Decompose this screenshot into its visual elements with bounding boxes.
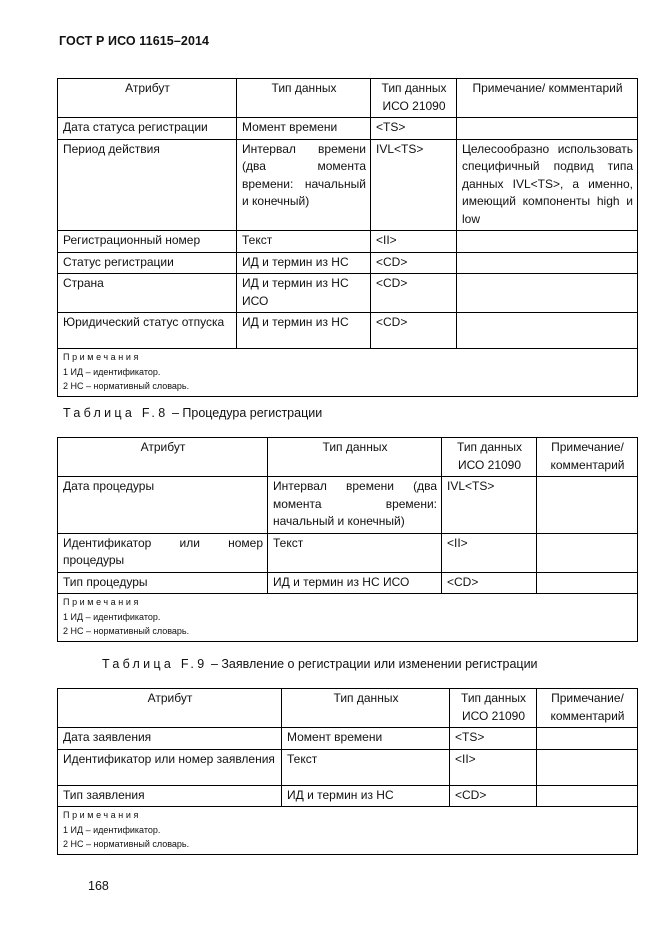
table-row: [58, 139, 638, 231]
cell-attribute: Дата процедуры: [58, 477, 268, 534]
table-row: [58, 749, 638, 785]
cell-comment: [537, 477, 638, 534]
table-row: [58, 728, 638, 750]
cell-data-type: Момент времени: [282, 728, 450, 750]
cell-data-type: Текст: [237, 231, 371, 253]
page-number: 168: [88, 879, 109, 893]
header-comment: Примечание/ комментарий: [457, 79, 638, 118]
cell-comment: [457, 118, 638, 140]
cell-attribute: Идентификатор или номер процедуры: [58, 533, 268, 572]
header-attribute: Атрибут: [58, 438, 268, 477]
cell-comment: [457, 231, 638, 253]
cell-attribute: Дата заявления: [58, 728, 282, 750]
table-row: [58, 313, 638, 349]
cell-attribute: Статус регистрации: [58, 252, 237, 274]
header-comment: Примечание/ комментарий: [537, 689, 638, 728]
cell-iso-type: <CD>: [371, 313, 457, 349]
cell-iso-type: <TS>: [450, 728, 537, 750]
table-header-row: [58, 438, 638, 477]
header-iso-type: Тип данных ИСО 21090: [371, 79, 457, 118]
notes-row: [58, 807, 638, 855]
cell-attribute: Страна: [58, 274, 237, 313]
table-f8-title: – Процедура регистрации: [171, 406, 323, 420]
cell-attribute: Тип процедуры: [58, 572, 268, 594]
cell-comment: [537, 749, 638, 785]
notes-title: Примечания: [63, 352, 141, 362]
table-f8-caption: [63, 406, 322, 420]
table-f9-caption: [102, 657, 538, 671]
cell-comment: [457, 313, 638, 349]
note-item: 2 НС – нормативный словарь.: [63, 839, 190, 849]
table-notes: [58, 349, 638, 397]
table-f8-label: Таблица F.8: [63, 406, 169, 420]
header-iso-type: Тип данных ИСО 21090: [450, 689, 537, 728]
cell-iso-type: <CD>: [371, 274, 457, 313]
cell-attribute: Идентификатор или номер заявления: [58, 749, 282, 785]
table-notes: [58, 807, 638, 855]
cell-iso-type: <CD>: [371, 252, 457, 274]
header-iso-type: Тип данных ИСО 21090: [442, 438, 537, 477]
cell-data-type: ИД и термин из НС ИСО: [237, 274, 371, 313]
cell-data-type: ИД и термин из НС: [237, 313, 371, 349]
cell-data-type: Интервал времени (два момента времени: начальный и конечный): [237, 139, 371, 231]
table-notes: [58, 594, 638, 642]
notes-row: [58, 349, 638, 397]
table-header-row: [58, 689, 638, 728]
table-row: [58, 477, 638, 534]
notes-row: [58, 594, 638, 642]
cell-comment: [537, 728, 638, 750]
notes-title: Примечания: [63, 810, 141, 820]
note-item: 1 ИД – идентификатор.: [63, 366, 161, 377]
cell-iso-type: <II>: [442, 533, 537, 572]
notes-title: Примечания: [63, 597, 141, 607]
cell-comment: [457, 274, 638, 313]
cell-attribute: Юридический статус отпуска: [58, 313, 237, 349]
cell-attribute: Дата статуса регистрации: [58, 118, 237, 140]
note-item: 2 НС – нормативный словарь.: [63, 626, 190, 636]
cell-data-type: ИД и термин из НС: [282, 785, 450, 807]
table-f9-label: Таблица F.9: [102, 657, 208, 671]
cell-comment: [537, 572, 638, 594]
cell-attribute: Тип заявления: [58, 785, 282, 807]
header-comment: Примечание/ комментарий: [537, 438, 638, 477]
table-row: [58, 572, 638, 594]
cell-comment: [537, 533, 638, 572]
cell-attribute: Период действия: [58, 139, 237, 231]
table-f8: [57, 437, 638, 642]
note-item: 1 ИД – идентификатор.: [63, 611, 161, 622]
table-header-row: [58, 79, 638, 118]
cell-attribute: Регистрационный номер: [58, 231, 237, 253]
cell-data-type: Интервал времени (два момента времени: начальный и конечный): [268, 477, 442, 534]
cell-iso-type: <II>: [371, 231, 457, 253]
header-data-type: Тип данных: [237, 79, 371, 118]
cell-comment: [457, 252, 638, 274]
cell-data-type: Текст: [282, 749, 450, 785]
cell-data-type: ИД и термин из НС ИСО: [268, 572, 442, 594]
cell-comment: Целесообразно использовать специфичный подвид типа данных IVL<TS>, а именно, имеющий компоненты high и low: [457, 139, 638, 231]
table-f9-title: – Заявление о регистрации или изменении регистрации: [210, 657, 538, 671]
table-row: [58, 118, 638, 140]
header-data-type: Тип данных: [282, 689, 450, 728]
table-row: [58, 252, 638, 274]
note-item: 1 ИД – идентификатор.: [63, 824, 161, 835]
table-f9: [57, 688, 638, 855]
table-row: [58, 785, 638, 807]
table-row: [58, 533, 638, 572]
table-row: [58, 274, 638, 313]
table-row: [58, 231, 638, 253]
header-attribute: Атрибут: [58, 689, 282, 728]
cell-iso-type: IVL<TS>: [442, 477, 537, 534]
cell-iso-type: IVL<TS>: [371, 139, 457, 231]
cell-data-type: Момент времени: [237, 118, 371, 140]
document-header: ГОСТ Р ИСО 11615–2014: [59, 34, 210, 48]
cell-iso-type: <CD>: [450, 785, 537, 807]
cell-comment: [537, 785, 638, 807]
cell-iso-type: <CD>: [442, 572, 537, 594]
cell-data-type: Текст: [268, 533, 442, 572]
cell-data-type: ИД и термин из НС: [237, 252, 371, 274]
cell-iso-type: <II>: [450, 749, 537, 785]
note-item: 2 НС – нормативный словарь.: [63, 381, 190, 391]
table-registration-status: [57, 78, 638, 397]
cell-iso-type: <TS>: [371, 118, 457, 140]
header-attribute: Атрибут: [58, 79, 237, 118]
header-data-type: Тип данных: [268, 438, 442, 477]
